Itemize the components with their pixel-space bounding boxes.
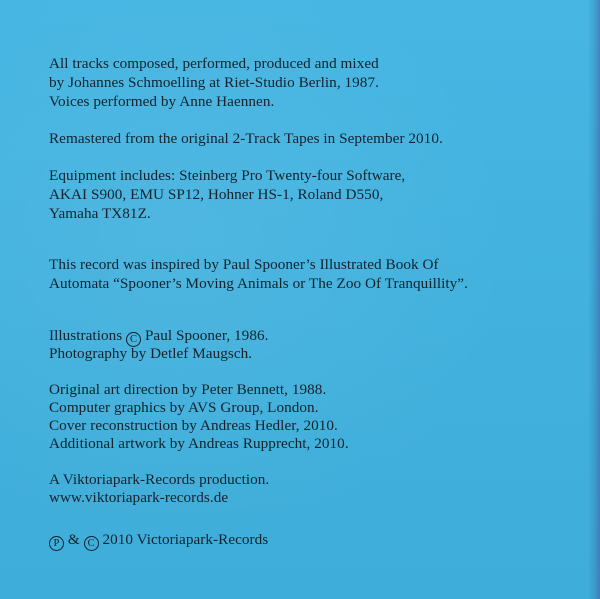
- credit-line-cover-reconstruction: Cover reconstruction by Andreas Hedler, 2010.: [49, 417, 338, 434]
- copyright-symbol: C: [126, 332, 141, 347]
- credit-line-studio: by Johannes Schmoelling at Riet-Studio Berlin, 1987.: [49, 74, 379, 91]
- copyright-symbol-rights: C: [84, 536, 99, 551]
- rights-text: 2010 Victoriapark-Records: [102, 531, 269, 548]
- phonogram-symbol: P: [49, 536, 64, 551]
- rights-ampersand: &: [67, 531, 80, 548]
- credit-line-remastered: Remastered from the original 2-Track Tapes in September 2010.: [49, 130, 443, 147]
- credit-line-inspiration-1: This record was inspired by Paul Spooner’s Illustrated Book Of: [49, 256, 439, 273]
- illustrations-label: Illustrations: [49, 327, 123, 344]
- credit-line-computer-graphics: Computer graphics by AVS Group, London.: [49, 399, 319, 416]
- credit-line-photography: Photography by Detlef Maugsch.: [49, 345, 253, 362]
- credit-line-inspiration-2: Automata “Spooner’s Moving Animals or The Zoo Of Tranquillity”.: [49, 275, 468, 292]
- credit-line-production: A Viktoriapark-Records production.: [49, 471, 270, 488]
- credit-line-equipment-1: Equipment includes: Steinberg Pro Twenty-four Software,: [49, 167, 406, 184]
- credit-line-website: www.viktoriapark-records.de: [49, 489, 229, 506]
- illustrations-credit: Paul Spooner, 1986.: [144, 327, 269, 344]
- credit-line-equipment-3: Yamaha TX81Z.: [49, 205, 151, 222]
- credit-line-voices: Voices performed by Anne Haennen.: [49, 93, 275, 110]
- credit-line-additional-artwork: Additional artwork by Andreas Rupprecht, 2010.: [49, 435, 349, 452]
- page-edge-shadow: [588, 0, 600, 599]
- credit-line-rights: [49, 531, 268, 551]
- credit-line-art-direction: Original art direction by Peter Bennett, 1988.: [49, 381, 327, 398]
- credit-line-composed: All tracks composed, performed, produced and mixed: [49, 55, 379, 72]
- credit-line-illustrations: [49, 327, 268, 347]
- credit-line-equipment-2: AKAI S900, EMU SP12, Hohner HS-1, Roland D550,: [49, 186, 384, 203]
